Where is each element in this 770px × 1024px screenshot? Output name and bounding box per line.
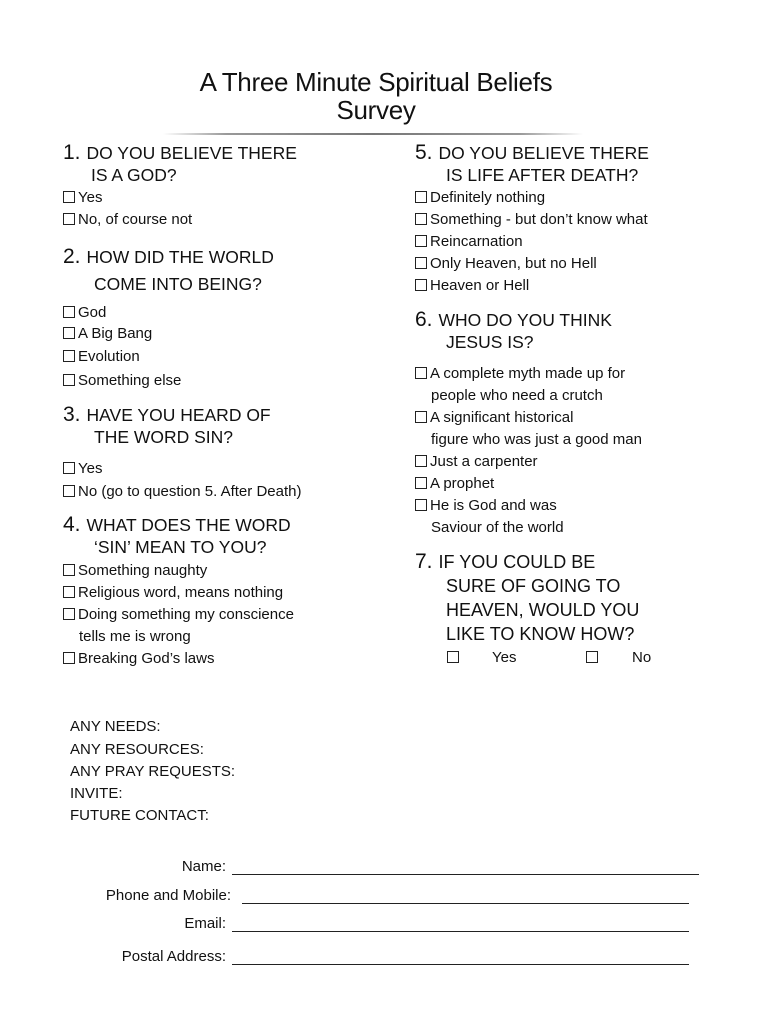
checkbox-icon[interactable] bbox=[415, 477, 427, 489]
checkbox-icon[interactable] bbox=[63, 485, 75, 497]
question-text-line2: IS LIFE AFTER DEATH? bbox=[446, 165, 639, 185]
option-continuation: Saviour of the world bbox=[431, 519, 564, 536]
option-checkbox[interactable]: Evolution bbox=[63, 347, 140, 367]
no-checkbox[interactable] bbox=[586, 648, 601, 668]
question-text: WHO DO YOU THINK bbox=[438, 310, 612, 330]
question-text-line3: HEAVEN, WOULD YOU bbox=[446, 600, 640, 620]
option-checkbox[interactable]: Doing something my conscience bbox=[63, 605, 294, 625]
checkbox-icon[interactable] bbox=[415, 411, 427, 423]
checkbox-icon[interactable] bbox=[415, 499, 427, 511]
option-checkbox[interactable]: Heaven or Hell bbox=[415, 276, 529, 296]
checkbox-icon[interactable] bbox=[63, 608, 75, 620]
question-text-line2: JESUS IS? bbox=[446, 332, 534, 352]
yes-checkbox[interactable] bbox=[447, 648, 462, 668]
question-text-line2: SURE OF GOING TO bbox=[446, 576, 621, 596]
question-text-line4: LIKE TO KNOW HOW? bbox=[446, 624, 635, 644]
postal-address-field[interactable] bbox=[232, 964, 689, 965]
option-checkbox[interactable]: Religious word, means nothing bbox=[63, 583, 283, 603]
question-text: WHAT DOES THE WORD bbox=[86, 515, 291, 535]
option-checkbox[interactable]: He is God and was bbox=[415, 496, 557, 516]
checkbox-icon[interactable] bbox=[63, 213, 75, 225]
question-number: 3. bbox=[63, 403, 81, 426]
footer-pray-requests: ANY PRAY REQUESTS: bbox=[70, 763, 236, 780]
question-text: HAVE YOU HEARD OF bbox=[86, 405, 271, 425]
postal-label: Postal Address: bbox=[121, 948, 226, 965]
checkbox-icon[interactable] bbox=[415, 367, 427, 379]
option-checkbox[interactable]: A Big Bang bbox=[63, 324, 152, 344]
option-checkbox[interactable]: Only Heaven, but no Hell bbox=[415, 254, 597, 274]
question-6 bbox=[415, 309, 612, 353]
checkbox-icon[interactable] bbox=[63, 350, 75, 362]
footer-invite: INVITE: bbox=[70, 785, 123, 802]
question-text: IF YOU COULD BE bbox=[438, 552, 596, 572]
question-4 bbox=[63, 514, 291, 558]
question-number: 4. bbox=[63, 513, 81, 536]
checkbox-icon[interactable] bbox=[415, 455, 427, 467]
survey-title-line2: Survey bbox=[336, 95, 416, 125]
option-checkbox[interactable]: Something - but don’t know what bbox=[415, 210, 648, 230]
option-checkbox[interactable]: Reincarnation bbox=[415, 232, 523, 252]
checkbox-icon[interactable] bbox=[63, 564, 75, 576]
question-text: DO YOU BELIEVE THERE bbox=[438, 143, 649, 163]
question-2 bbox=[63, 243, 274, 298]
title-divider bbox=[163, 133, 583, 135]
question-number: 2. bbox=[63, 245, 81, 268]
question-number: 7. bbox=[415, 550, 433, 573]
no-label: No bbox=[632, 649, 652, 666]
checkbox-icon[interactable] bbox=[63, 374, 75, 386]
name-label: Name: bbox=[181, 858, 226, 875]
option-checkbox[interactable]: God bbox=[63, 303, 106, 323]
yes-label: Yes bbox=[492, 649, 517, 666]
footer-any-needs: ANY NEEDS: bbox=[70, 718, 161, 735]
option-continuation: people who need a crutch bbox=[431, 387, 603, 404]
checkbox-icon[interactable] bbox=[415, 257, 427, 269]
checkbox-icon[interactable] bbox=[63, 191, 75, 203]
option-checkbox[interactable]: No (go to question 5. After Death) bbox=[63, 482, 301, 502]
option-checkbox[interactable]: No, of course not bbox=[63, 210, 192, 230]
checkbox-icon[interactable] bbox=[63, 462, 75, 474]
email-field[interactable] bbox=[232, 931, 689, 932]
survey-title: A Three Minute Spiritual Beliefs bbox=[199, 67, 553, 97]
footer-future-contact: FUTURE CONTACT: bbox=[70, 807, 209, 824]
option-checkbox[interactable]: Yes bbox=[63, 459, 102, 479]
footer-any-resources: ANY RESOURCES: bbox=[70, 741, 204, 758]
option-checkbox[interactable]: A significant historical bbox=[415, 408, 573, 428]
checkbox-icon[interactable] bbox=[63, 327, 75, 339]
checkbox-icon[interactable] bbox=[415, 279, 427, 291]
question-5 bbox=[415, 142, 649, 186]
phone-field[interactable] bbox=[242, 903, 689, 904]
option-checkbox[interactable]: Just a carpenter bbox=[415, 452, 538, 472]
question-text-line2: THE WORD SIN? bbox=[94, 427, 234, 447]
option-checkbox[interactable]: Yes bbox=[63, 188, 102, 208]
checkbox-icon[interactable] bbox=[63, 586, 75, 598]
question-number: 6. bbox=[415, 308, 433, 331]
question-3 bbox=[63, 404, 271, 448]
option-checkbox[interactable]: A prophet bbox=[415, 474, 494, 494]
question-text: HOW DID THE WORLD bbox=[86, 247, 274, 267]
checkbox-icon[interactable] bbox=[63, 652, 75, 664]
question-text-line2: ‘SIN’ MEAN TO YOU? bbox=[94, 537, 267, 557]
checkbox-icon[interactable] bbox=[415, 235, 427, 247]
option-checkbox[interactable]: Something else bbox=[63, 371, 181, 391]
option-checkbox[interactable]: Something naughty bbox=[63, 561, 207, 581]
checkbox-icon[interactable] bbox=[415, 213, 427, 225]
question-text-line2: IS A GOD? bbox=[91, 165, 177, 185]
phone-label: Phone and Mobile: bbox=[105, 887, 231, 904]
option-checkbox[interactable]: Definitely nothing bbox=[415, 188, 545, 208]
checkbox-icon[interactable] bbox=[63, 306, 75, 318]
question-1 bbox=[63, 142, 297, 186]
checkbox-icon[interactable] bbox=[447, 651, 459, 663]
checkbox-icon[interactable] bbox=[415, 191, 427, 203]
option-continuation: tells me is wrong bbox=[79, 628, 191, 645]
question-text-line2: COME INTO BEING? bbox=[94, 274, 262, 294]
question-number: 1. bbox=[63, 141, 81, 164]
email-label: Email: bbox=[184, 915, 226, 932]
option-continuation: figure who was just a good man bbox=[431, 431, 642, 448]
option-checkbox[interactable]: Breaking God’s laws bbox=[63, 649, 214, 669]
name-field[interactable] bbox=[232, 874, 699, 875]
question-text: DO YOU BELIEVE THERE bbox=[86, 143, 297, 163]
checkbox-icon[interactable] bbox=[586, 651, 598, 663]
option-checkbox[interactable]: A complete myth made up for bbox=[415, 364, 625, 384]
question-number: 5. bbox=[415, 141, 433, 164]
question-7 bbox=[415, 550, 639, 646]
